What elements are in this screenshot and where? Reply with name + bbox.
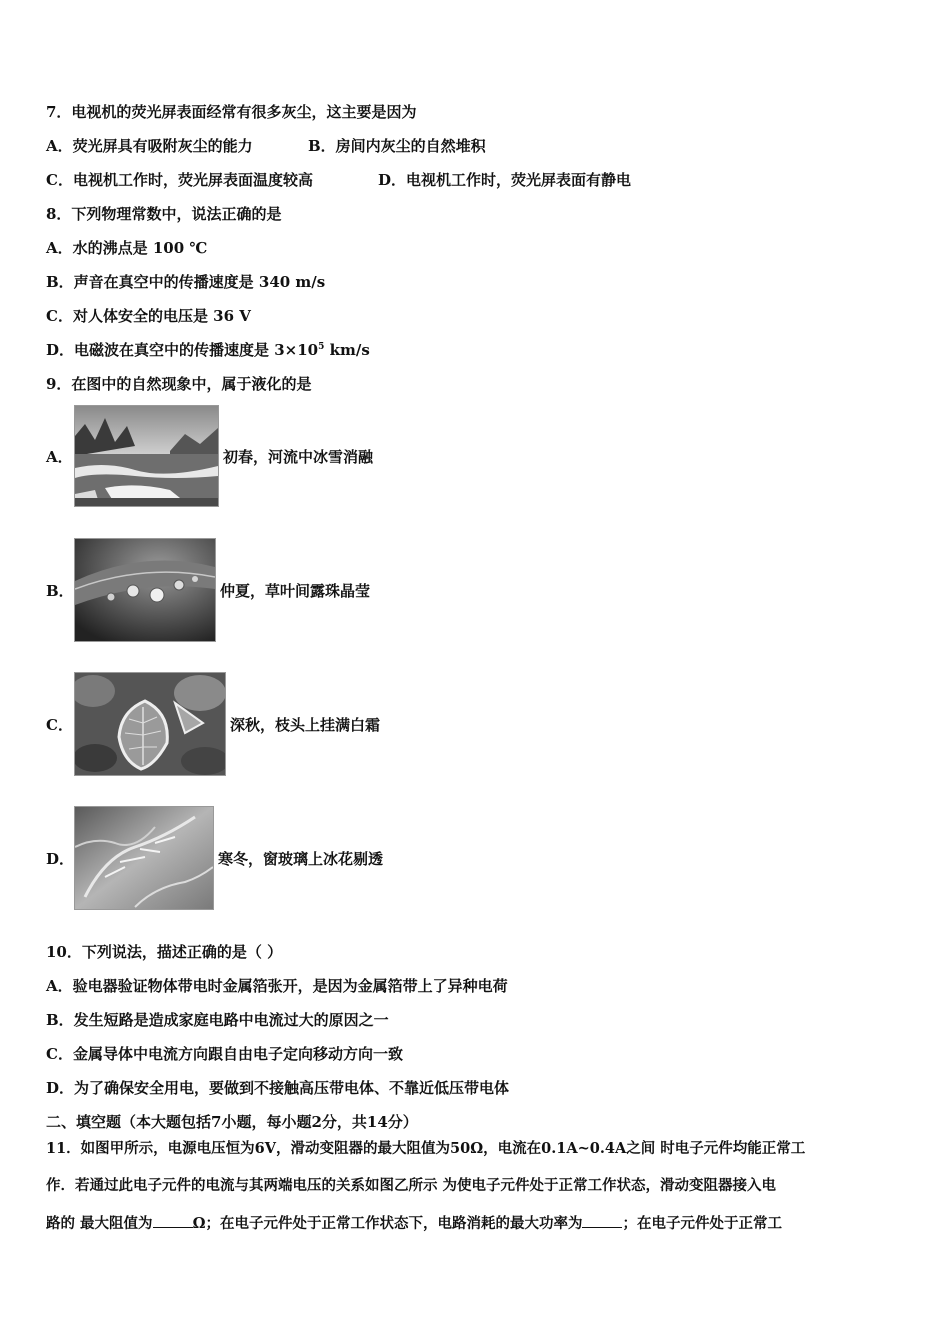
q7-option-b: B．房间内灰尘的自然堆积 — [308, 137, 486, 155]
q9-option-d-caption: 寒冬，窗玻璃上冰花剔透 — [218, 849, 384, 868]
q10-stem: 10．下列说法，描述正确的是（ ） — [46, 943, 283, 961]
q11-line-1: 11．如图甲所示，电源电压恒为6V，滑动变阻器的最大阻值为50Ω，电流在0.1A~0.4A之间 时电子元件均能正常工 — [46, 1140, 806, 1157]
answer-blank-1[interactable] — [153, 1213, 193, 1228]
river-ice-photo — [74, 405, 219, 507]
q9-option-c-caption: 深秋，枝头上挂满白霜 — [230, 715, 381, 734]
q7-option-a: A．荧光屏具有吸附灰尘的能力 — [46, 137, 253, 155]
q9-stem: 9．在图中的自然现象中，属于液化的是 — [46, 375, 312, 393]
q9-option-a — [46, 404, 373, 508]
window-frost-photo — [74, 806, 214, 910]
section-heading: 二、填空题（本大题包括7小题，每小题2分，共14分） — [46, 1113, 418, 1131]
q9-option-b-caption: 仲夏，草叶间露珠晶莹 — [220, 581, 371, 600]
q9-option-a-caption: 初春，河流中冰雪消融 — [223, 447, 374, 466]
q11-line-2: 作．若通过此电子元件的电流与其两端电压的关系如图乙所示 为使电子元件处于正常工作状态，滑动变阻器接入电 — [46, 1177, 777, 1194]
q7-option-c: C．电视机工作时，荧光屏表面温度较高 — [46, 171, 313, 189]
dew-drops-photo — [74, 538, 216, 642]
q8-option-d-unit: km/s — [324, 341, 370, 359]
q9-option-c-letter: C． — [46, 715, 73, 734]
q8-option-a: A．水的沸点是 100 ℃ — [46, 239, 208, 257]
q9-option-a-letter: A． — [46, 447, 73, 466]
q10-option-b: B．发生短路是造成家庭电路中电流过大的原因之一 — [46, 1011, 389, 1029]
q11-line-3-part-3: ；在电子元件处于正常工 — [622, 1215, 782, 1232]
q9-option-d — [46, 806, 383, 910]
frost-leaves-photo — [74, 672, 226, 776]
q8-option-b: B．声音在真空中的传播速度是 340 m/s — [46, 273, 326, 291]
q9-option-b — [46, 538, 370, 642]
q8-option-d-exponent: 5 — [318, 342, 325, 352]
q7-options-cd — [46, 170, 631, 190]
q11-line-3-part-1: 路的 最大阻值为 — [46, 1215, 153, 1232]
q7-options-ab — [46, 136, 486, 156]
q8-stem: 8．下列物理常数中，说法正确的是 — [46, 205, 282, 223]
q9-option-b-letter: B． — [46, 581, 74, 600]
q10-option-a: A．验电器验证物体带电时金属箔张开，是因为金属箔带上了异种电荷 — [46, 977, 508, 995]
q7-stem: 7．电视机的荧光屏表面经常有很多灰尘，这主要是因为 — [46, 103, 417, 121]
q9-option-c — [46, 672, 380, 776]
q8-option-d — [46, 340, 370, 360]
q10-option-d: D．为了确保安全用电，要做到不接触高压带电体、不靠近低压带电体 — [46, 1079, 510, 1097]
q10-option-c: C．金属导体中电流方向跟自由电子定向移动方向一致 — [46, 1045, 403, 1063]
answer-blank-2[interactable] — [582, 1213, 622, 1228]
q11-line-3 — [46, 1213, 782, 1234]
q8-option-c: C．对人体安全的电压是 36 V — [46, 307, 251, 325]
q11-line-3-part-2: Ω；在电子元件处于正常工作状态下，电路消耗的最大功率为 — [192, 1215, 583, 1232]
q7-option-d: D．电视机工作时，荧光屏表面有静电 — [378, 171, 632, 189]
q8-option-d-text: D．电磁波在真空中的传播速度是 3×10 — [46, 341, 319, 359]
q9-option-d-letter: D． — [46, 849, 75, 868]
